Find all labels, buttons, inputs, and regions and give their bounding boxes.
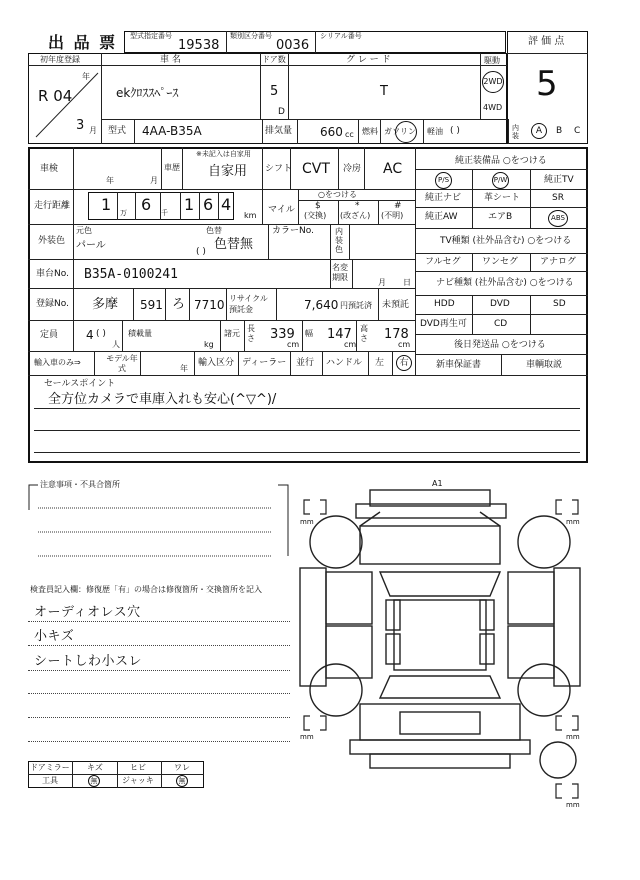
grade-label: グ レ ー ド	[346, 55, 391, 65]
fuel-selected-circle	[395, 121, 417, 143]
mileage-digit-2: 6	[141, 195, 152, 214]
inspector-line-2: 小キズ	[34, 629, 75, 644]
reg-month: 3	[76, 118, 85, 133]
category-value: 0036	[276, 38, 310, 53]
height: 178	[384, 327, 409, 342]
fuel-gasoline: ガソリン	[384, 127, 416, 136]
sales-point-text: 全方位カメラで車庫入れも安心(^▽^)/	[48, 392, 277, 407]
first-reg-label: 初年度登録	[40, 55, 80, 64]
doors: 5	[270, 84, 279, 99]
inspector-line-1: オーディオレス穴	[34, 605, 141, 620]
plate-area: 多摩	[92, 297, 119, 312]
length: 339	[270, 327, 295, 342]
diagram-top-label: A1	[432, 479, 443, 488]
history-value: 自家用	[208, 164, 248, 179]
category-label: 類別区分番号	[230, 32, 272, 40]
equip-pw-circled: P/W	[492, 172, 509, 189]
equipment-header: 純正装備品 ○をつける	[455, 156, 547, 166]
inspector-line-3: シートしわ小スレ	[34, 654, 143, 669]
car-name-label: 車 名	[160, 55, 181, 65]
type-cert-label: 型式指定番号	[130, 32, 172, 40]
reg-year: R 04	[38, 87, 73, 105]
equip-abs-circled: ABS	[548, 210, 568, 227]
notes-bracket	[28, 484, 290, 560]
sales-label: セールスポイント	[44, 379, 116, 389]
width: 147	[327, 327, 352, 342]
recycle-fee: 7,640	[304, 298, 339, 312]
displacement: 660	[320, 125, 343, 139]
capacity: 4	[86, 328, 94, 342]
original-color: パール	[76, 240, 106, 251]
form-title: 出 品 票	[48, 33, 118, 52]
mileage-digit-5: 4	[221, 195, 232, 214]
chassis-number: B35A-0100241	[84, 267, 178, 282]
model-code: 4AA-B35A	[142, 124, 202, 138]
interior-a-circled: A	[531, 123, 547, 139]
mileage-digit-3: 1	[184, 195, 195, 214]
car-name: ekｸﾛｽｽﾍﾟｰｽ	[116, 86, 179, 100]
aircon-value: AC	[383, 161, 403, 177]
type-cert-value: 19538	[178, 38, 220, 53]
plate-class: 591	[140, 298, 163, 312]
mm-rear-right: mm	[566, 733, 580, 741]
mileage-digit-1: 1	[101, 195, 112, 214]
mm-front-left: mm	[300, 518, 314, 526]
score-label: 評 価 点	[528, 36, 565, 47]
equip-tv: 純正TV	[544, 175, 574, 185]
shift-value: CVT	[302, 161, 330, 177]
score-value: 5	[536, 64, 558, 104]
handle-right-circled: 右	[396, 355, 412, 371]
serial-label: シリアル番号	[320, 32, 362, 40]
plate-number: 7710	[194, 298, 225, 312]
equip-ps-circled: P/S	[435, 172, 452, 189]
car-damage-diagram	[290, 476, 590, 812]
repaint-value: 色替無	[214, 237, 254, 252]
notes-label: 注意事項・不具合箇所	[40, 480, 120, 489]
grade: T	[380, 84, 388, 99]
plate-kana: ろ	[172, 297, 186, 312]
mileage-digit-4: 6	[203, 195, 214, 214]
mm-rear-left: mm	[300, 733, 314, 741]
drive-2wd-circled: 2WD	[482, 71, 504, 93]
mm-spare: mm	[566, 801, 580, 809]
inspector-label: 検査員記入欄：修復歴「有」の場合は修復箇所・交換箇所を記入	[30, 585, 262, 594]
mm-front-right: mm	[566, 518, 580, 526]
